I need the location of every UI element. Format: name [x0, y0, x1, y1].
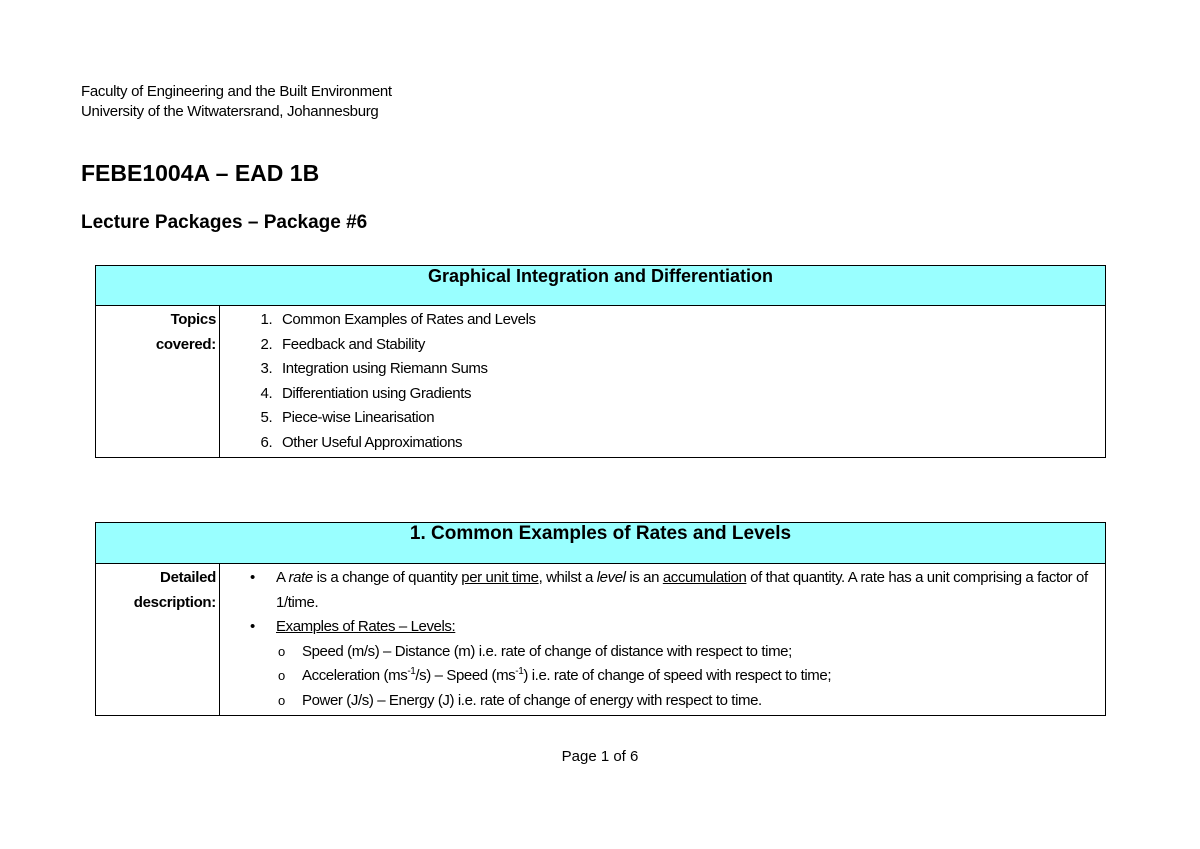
topic-item: 5. Piece-wise Linearisation [276, 406, 1101, 431]
faculty-header [81, 82, 392, 122]
description-label: Detailed description: [96, 564, 220, 716]
examples-bullet: • Examples of Rates – Levels: o Speed (m/s) – Distance (m) i.e. rate of change of distance with respect to time; o Acceleration $(ms^{-1}/s)$ – Speed $(ms^{-1})$ i.e. rate of change of speed with respect to time; o Power (J/s) – Energy (J) i.e. rate of change of energy with respect to time. [276, 615, 1101, 713]
topic-item: 4. Differentiation using Gradients [276, 382, 1101, 407]
topic-item: 3. Integration using Riemann Sums [276, 357, 1101, 382]
description-cell [220, 564, 1106, 716]
topic-item: 6. Other Useful Approximations [276, 431, 1101, 456]
rate-definition-bullet: • A rate is a change of quantity per unit time, whilst a level is an accumulation of that quantity. A rate has a unit comprising a factor of 1/time. [276, 566, 1101, 615]
example-speed: o Speed (m/s) – Distance (m) i.e. rate of change of distance with respect to time; [302, 640, 1101, 665]
rates-levels-table [95, 522, 1106, 716]
description-bullets [220, 566, 1101, 713]
package-title: Lecture Packages – Package #6 [81, 212, 368, 233]
page-number: Page 1 of 6 [561, 748, 639, 765]
university-name: University of the Witwatersrand, Johannesburg [81, 103, 379, 120]
rates-levels-heading: 1. Common Examples of Rates and Levels [96, 523, 1106, 564]
example-power: o Power (J/s) – Energy (J) i.e. rate of change of energy with respect to time. [302, 689, 1101, 714]
topics-label: Topics covered: [96, 306, 220, 458]
example-acceleration: o Acceleration $(ms^{-1}/s)$ – Speed $(ms^{-1})$ i.e. rate of change of speed with respect to time; [302, 664, 1101, 689]
faculty-name: Faculty of Engineering and the Built Environment [81, 83, 392, 100]
examples-sublist [276, 640, 1101, 714]
course-code-title: FEBE1004A – EAD 1B [81, 160, 320, 186]
topics-table [95, 265, 1106, 458]
topics-table-heading: Graphical Integration and Differentiation [96, 266, 1106, 306]
topic-item: 2. Feedback and Stability [276, 333, 1101, 358]
topics-list-cell [220, 306, 1106, 458]
topic-item: 1. Common Examples of Rates and Levels [276, 308, 1101, 333]
topics-list [220, 308, 1101, 455]
